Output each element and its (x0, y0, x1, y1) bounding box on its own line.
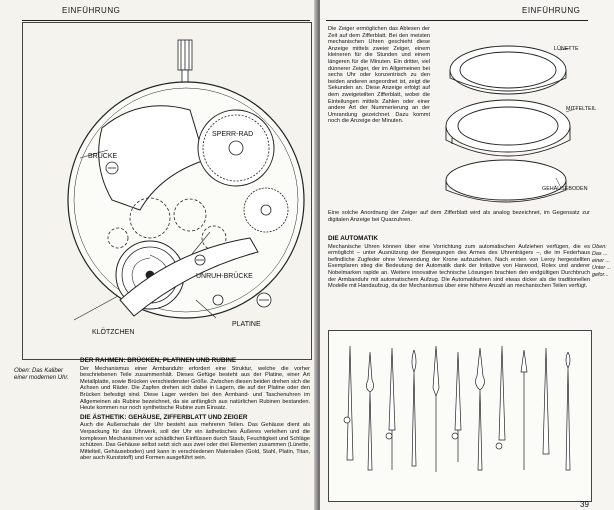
right-page-header: EINFÜHRUNG (522, 6, 581, 15)
section-text-rahmen: Der Mechanismus einer Armbanduhr erfordert eine Struktur, welche die vorher beschriebenen Teile zusammenhält. Dieses Gefüge besteht aus der Platine, einer Art Metallplatte, sowie Brücken verschiedenster Größe. Zwischen diesen beiden drehen sich die Achsen und Räder. Die Zapfen drehen sich dabei in Lagern, die auf der Platine oder den Brücken befestigt sind. Diese Lager werden bei den Armband- und Taschenuhren im Allgemeinen als Rubine bezeichnet, da sie anfänglich aus natürlichen Rubinen bestanden. Heute kommen nur noch synthetische Rubine zum Einsatz. (80, 365, 310, 412)
label-platine: PLATINE (232, 321, 261, 328)
page-number: 39 (580, 500, 589, 509)
label-gehaeuseboden: GEHÄUSEBODEN (542, 186, 588, 192)
label-unruh-bruecke: UNRUH-BRÜCKE (196, 273, 253, 280)
zeiger-text: Die Zeiger ermöglichen das Ablesen der Zeit auf dem Zifferblatt. Bei den meisten mechanischen Uhren geschieht diese Anzeige mittels zweier Zeiger, einem kleineren für die Stunden und einem längeren für die Minuten. Ein dritter, viel dünnerer Zeiger, der im Allgemeinen bei sechs Uhr oder konzentrisch zu den beiden anderen angeordnet ist, zeigt die Sekunden an. Diese Anzeige erfolgt auf dem zweigeteilten Zifferblatt, wobei die Einteilungen mittels Zahlen oder einer andere Art der Nummerierung an der Umrandung gezeichnet. Dazu kommt noch die Anzeige der Minuten. (328, 26, 430, 125)
movement-caption: Oben: Das Kaliber einer modernen Uhr. (14, 368, 69, 381)
watch-hands-illustration (320, 0, 614, 510)
label-bruecke: BRÜCKE (88, 153, 118, 160)
left-page-header: EINFÜHRUNG (62, 6, 121, 15)
section-title-aesthetik: DIE ÄSTHETIK: GEHÄUSE, ZIFFERBLATT UND ZEIGER (80, 413, 248, 421)
right-side-caption: Oben: Das ... einer ... Unter ... gefor... (592, 244, 612, 278)
section-text-automatik: Mechanische Uhren können über eine Vorrichtung zum automatischen Aufziehen verfügen, die es ermöglicht – unter Ausnützung der Bewegungen des Armes des Uhrenträgers –, die im Federhaus befindliche Zugfeder ohne Verwendung der Krone aufzuziehen. Nach ersten von Leroy hergestellten Exemplaren stieg die Bedeutung der Automatik dank der Initiative von Harwood, Rolex und anderer Nobelmarken rapide an. Weitere innovative technische Lösungen brachten den endgültigen Durchbruch der Armbanduhr mit automatischem Aufzug. Die Automatikuhren sind etwas dicker als die traditionellen Modelle mit Handaufzug, da der Mechanismus über eine höhere Anzahl an mechanischen Teilen verfügt. (328, 243, 590, 290)
section-title-automatik: DIE AUTOMATIK (328, 235, 378, 242)
right-page (320, 0, 614, 510)
watch-movement-illustration (0, 0, 318, 360)
label-kloetzchen: KLÖTZCHEN (92, 329, 135, 336)
left-text-column (80, 358, 310, 465)
label-luenette: LÜNETTE (554, 46, 579, 52)
section-text-aesthetik: Auch die Außenschale der Uhr besteht aus mehreren Teilen. Das Gehäuse dient als Verpackung für das Uhrwerk, soll der Uhr ein ästhetisches Äußeres verleihen und die komplexen Mechanismen vor schädlichen Einflüssen durch Staub, Feuchtigkeit und Schläge schützen. Das Gehäuse selbst setzt sich aus zwei oder drei Elementen zusammen (Lünette, Mittelteil, Gehäuseboden) und kann in verschiedenen Materialien (Gold, Stahl, Platin, Titan, aber auch Kunststoff) und Formen ausgeführt sein. (80, 422, 310, 462)
section-title-rahmen: DER RAHMEN: BRÜCKEN, PLATINEN UND RUBINE (80, 357, 237, 364)
label-mittelteil: MITTELTEIL (566, 106, 597, 112)
ratchet-wheel (198, 110, 274, 186)
zeiger-text-tail: Eine solche Anordnung der Zeiger auf dem Zifferblatt wird als analog bezeichnet, im Gegensatz zur digitalen Anzeige bei Quarzuhren. (328, 210, 590, 223)
label-sperr-rad: SPERR-RAD (212, 131, 254, 138)
